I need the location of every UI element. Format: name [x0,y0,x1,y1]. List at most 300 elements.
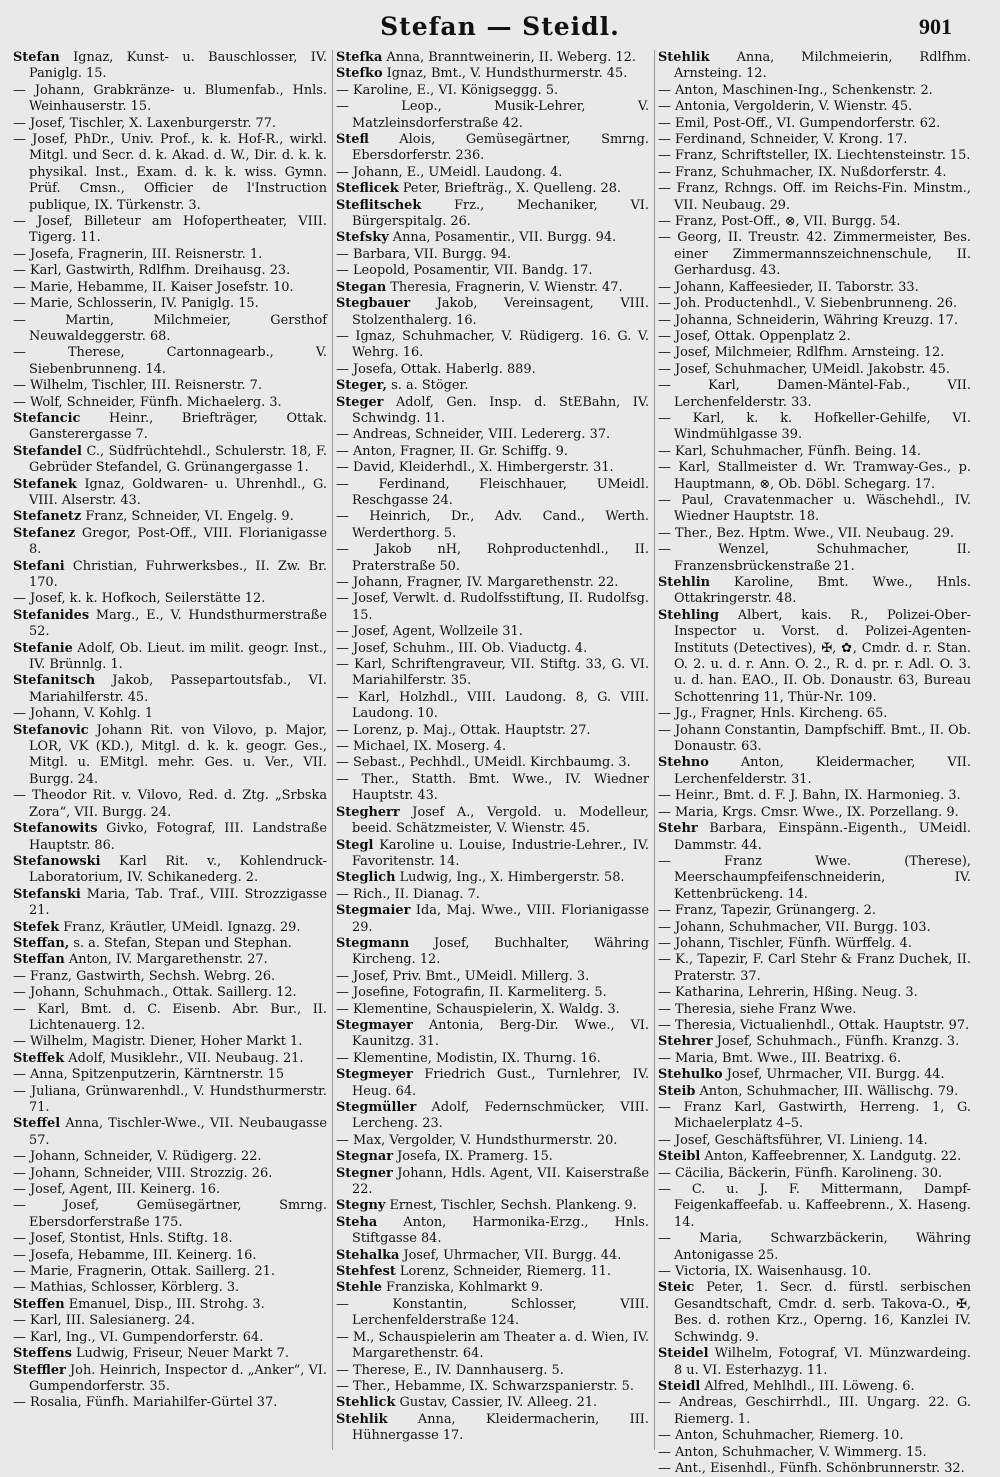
entry-details: Heinr., Briefträger, Ottak. Gansterergasse 7. [29,410,327,443]
directory-entry [13,1116,327,1149]
directory-entry [658,1084,971,1100]
entry-details: Anton, IV. Margarethenstr. 27. [64,952,268,968]
entry-details: Peter, 1. Secr. d. fürstl. serbischen Gesandtschaft, Cmdr. d. serb. Takova-O., ✠, Bes. d. rothen Krz., Operng. 16, Kanzlei IV. Schwindg. 9. [674,1280,971,1345]
directory-entry [13,1395,327,1411]
entry-details: — Rich., II. Dianag. 7. [336,886,480,902]
directory-entry [658,706,971,722]
directory-entry [336,870,649,886]
entry-details: — Karl, Gastwirth, Rdlfhm. Dreihausg. 23. [13,263,291,279]
entry-surname: Stegmaier [336,903,411,919]
entry-details: — Franz, Rchngs. Off. im Reichs-Fin. Minstm., VII. Neubaug. 29. [658,181,971,213]
entry-details: — Klementine, Modistin, IX. Thurng. 16. [336,1050,601,1066]
entry-details: — Leopold, Posamentir, VII. Bandg. 17. [336,263,593,279]
column-2 [332,50,654,1450]
entry-details: Anna, Kleidermacherin, III. Hühnergasse 17. [352,1411,649,1444]
entry-details: — Josef, Agent, III. Keinerg. 16. [13,1182,221,1198]
entry-details: — C. u. J. F. Mittermann, Dampf-Feigenkaffeefab. u. Kaffeebrenn., X. Haseng. 14. [658,1182,971,1230]
directory-entry [658,1166,971,1182]
entry-details: — Josef, PhDr., Univ. Prof., k. k. Hof-R., wirkl. Mitgl. und Secr. d. k. Akad. d. W., Dir. d. k. k. physikal. Inst., Exam. d. k. k. wiss. Gymn. Prüf. Cmsn., Officier de l'Instruction publique, IX. Türkenstr. 3. [13,132,327,213]
entry-details: — Ant., Eisenhdl., Fünfh. Schönbrunnerstr. 32. [658,1460,965,1476]
directory-entry [13,952,327,968]
directory-entry [336,657,649,690]
directory-entry [658,903,971,919]
directory-entry [13,723,327,789]
entry-details: — Karl, Stallmeister d. Wr. Tramway-Ges., p. Hauptmann, ⊗, Ob. Döbl. Schegarg. 17. [658,460,971,492]
entry-details: — Leop., Musik-Lehrer, V. Matzleinsdorferstraße 42. [336,99,649,131]
entry-details: Franz, Kräutler, UMeidl. Ignazg. 29. [59,919,301,935]
entry-surname: Stehr [658,821,698,837]
entry-details: Johann, Hdls. Agent, VII. Kaiserstraße 22. [352,1165,649,1198]
directory-entry [658,788,971,804]
directory-entry [336,362,649,378]
directory-entry [336,690,649,723]
directory-entry [336,247,649,263]
entry-details: — Johann, V. Kohlg. 1 [13,706,154,722]
entry-details: Albert, kais. R., Polizei-Ober-Inspector u. Vorst. d. Polizei-Agenten-Instituts (Detectives), ✠, ✿, Cmdr. d. r. Stan. O. 2. u. d. r. Ann. O. 2., R. d. pr. r. Adl. O. 3. u. d. han. EAO., II. Ob. Donaustr. 63, Bureau Schottenring 11, Thür-Nr. 109. [674,607,971,705]
entry-surname: Stegan [336,279,387,295]
entry-details: — K., Tapezir, F. Carl Stehr & Franz Duchek, II. Praterstr. 37. [658,952,971,984]
directory-entry [336,936,649,969]
entry-details: — Maria, Krgs. Cmsr. Wwe., IX. Porzellang. 9. [658,804,959,820]
entry-surname: Stefanski [13,886,81,902]
entry-details: Anton, Schuhmacher, III. Wällischg. 79. [695,1083,959,1099]
entry-details: Josef, Uhrmacher, VII. Burgg. 44. [722,1067,945,1083]
directory-entry [658,1149,971,1165]
directory-entry [336,296,649,329]
directory-entry [13,1149,327,1165]
entry-details: — Johann, Kaffeesieder, II. Taborstr. 33. [658,279,919,295]
directory-entry [658,165,971,181]
entry-details: — Johann, Schuhmacher, VII. Burgg. 103. [658,919,931,935]
directory-entry [658,280,971,296]
entry-details: — Ther., Hebamme, IX. Schwarzspanierstr. 5. [336,1378,634,1394]
entry-details: Frz., Mechaniker, VI. Bürgerspitalg. 26. [352,197,649,230]
entry-details: — Martin, Milchmeier, Gersthof Neuwaldeggerstr. 68. [13,312,327,344]
entry-surname: Stefanez [13,525,76,541]
entry-details: — Emil, Post-Off., VI. Gumpendorferstr. 62. [658,115,941,131]
entry-details: — Franz Wwe. (Therese), Meerschaumpfeifenschneiderin, IV. Kettenbrückeng. 14. [658,853,971,902]
directory-entry [658,1428,971,1444]
entry-details: — Heinrich, Dr., Adv. Cand., Werth. Werderthorg. 5. [336,509,649,541]
entry-details: — Johann, Schneider, V. Rüdigerg. 22. [13,1149,262,1165]
entry-details: Adolf, Ob. Lieut. im milit. geogr. Inst., IV. Brünnlg. 1. [29,640,327,673]
directory-entry [13,641,327,674]
directory-entry [658,575,971,608]
entry-details: — Anton, Schuhmacher, V. Wimmerg. 15. [658,1444,927,1460]
directory-entry [13,395,327,411]
entry-details: Karl Rit. v., Kohlendruck-Laboratorium, IV. Schikanederg. 2. [29,853,327,886]
entry-details: — Josefa, Fragnerin, III. Reisnerstr. 1. [13,246,263,262]
entry-details: Jakob, Vereinsagent, VIII. Stolzenthalerg. 16. [352,296,649,328]
entry-details: — Karl, III. Salesianerg. 24. [13,1313,195,1329]
entry-surname: Stehno [658,755,709,771]
directory-entry [336,1051,649,1067]
entry-details: Adolf, Musiklehr., VII. Neubaug. 21. [64,1050,304,1066]
directory-entry [658,1445,971,1461]
entry-details: — Rosalia, Fünfh. Mariahilfer-Gürtel 37. [13,1395,278,1411]
page-number: 901 [919,14,952,39]
entry-details: — Paul, Cravatenmacher u. Wäschehdl., IV. Wiedner Hauptstr. 18. [658,492,971,525]
entry-details: Adolf, Gen. Insp. d. StEBahn, IV. Schwindg. 11. [352,394,649,426]
entry-surname: Stehlick [336,1395,396,1411]
entry-details: — Karl, Bmt. d. C. Eisenb. Abr. Bur., II. Lichtenauerg. 12. [13,1001,327,1033]
directory-entry [658,460,971,493]
entry-surname: Stefanowits [13,821,98,837]
entry-details: Josef, Uhrmacher, VII. Burgg. 44. [399,1247,622,1263]
directory-entry [13,313,327,346]
directory-entry [336,329,649,362]
entry-surname: Stefanides [13,607,90,623]
entry-details: — Karl, Holzhdl., VIII. Laudong. 8, G. VIII. Laudong. 10. [336,689,649,722]
entry-details: Josef, Schuhmach., Fünfh. Kranzg. 3. [712,1034,960,1050]
directory-entry [658,542,971,575]
directory-entry [658,608,971,706]
entry-details: — Ignaz, Schuhmacher, V. Rüdigerg. 16. G. V. Wehrg. 16. [336,328,649,361]
directory-entry [13,296,327,312]
directory-entry [336,1412,649,1445]
entry-surname: Stefko [336,66,383,82]
entry-details: Josef, Buchhalter, Währing Kircheng. 12. [352,935,649,968]
directory-entry [658,1018,971,1034]
entry-details: — Marie, Schlosserin, IV. Paniglg. 15. [13,296,259,312]
directory-entry [336,230,649,246]
directory-entry [13,1280,327,1296]
entry-details: Ludwig, Friseur, Neuer Markt 7. [71,1346,289,1362]
directory-entry [13,1198,327,1231]
directory-entry [13,411,327,444]
directory-entry [13,936,327,952]
entry-details: — Sebast., Pechhdl., UMeidl. Kirchbaumg. 3. [336,755,631,771]
entry-details: — Johann, E., UMeidl. Laudong. 4. [336,164,563,180]
directory-entry [13,1231,327,1247]
entry-details: Ida, Maj. Wwe., VIII. Florianigasse 29. [352,903,649,935]
directory-entry [658,1231,971,1264]
entry-details: Wilhelm, Fotograf, VI. Münzwardeing. 8 u. VI. Esterhazyg. 11. [674,1346,971,1378]
directory-entry [13,1313,327,1329]
directory-entry [336,395,649,428]
entry-surname: Stegmayer [336,1017,413,1033]
directory-entry [336,198,649,231]
directory-entry [336,427,649,443]
entry-surname: Stefanovic [13,722,89,738]
directory-entry [336,591,649,624]
entry-details: Franz, Schneider, VI. Engelg. 9. [81,509,294,525]
directory-entry [658,148,971,164]
directory-entry [336,99,649,132]
directory-entry [13,1346,327,1362]
directory-entry [13,1363,327,1396]
entry-details: Ernest, Tischler, Sechsh. Plankeng. 9. [385,1198,637,1214]
directory-entry [13,50,327,83]
entry-details: — Ferdinand, Schneider, V. Krong. 17. [658,132,908,148]
entry-details: — Franz Karl, Gastwirth, Herreng. 1, G. Michaelerplatz 4–5. [658,1100,971,1132]
entry-details: — Johann Constantin, Dampfschiff. Bmt., II. Ob. Donaustr. 63. [658,722,972,755]
entry-details: — Georg, II. Treustr. 42. Zimmermeister, Bes. einer Zimmermannszeichnenschule, II. Gerhardusg. 43. [658,230,971,279]
directory-entry [658,444,971,460]
directory-entry [13,526,327,559]
entry-details: — Andreas, Geschirrhdl., III. Ungarg. 22. G. Riemerg. 1. [658,1395,971,1427]
entry-details: Joh. Heinrich, Inspector d. „Anker“, VI. Gumpendorferstr. 35. [29,1362,327,1394]
entry-surname: Stegmeyer [336,1067,413,1083]
directory-entry [658,230,971,279]
entry-surname: Steffel [13,1116,61,1132]
entry-details: — Karl, Damen-Mäntel-Fab., VII. Lerchenfelderstr. 33. [658,378,971,410]
directory-entry [13,887,327,920]
entry-details: s. a. Stöger. [387,378,469,394]
entry-details: — Karl, Schuhmacher, Fünfh. Being. 14. [658,443,922,459]
entry-details: — Johann, Schuhmach., Ottak. Saillerg. 12. [13,985,297,1001]
directory-entry [13,477,327,510]
directory-entry [13,969,327,985]
entry-details: — Lorenz, p. Maj., Ottak. Hauptstr. 27. [336,722,591,738]
directory-entry [13,1297,327,1313]
entry-details: — Klementine, Schauspielerin, X. Waldg. 3. [336,1001,620,1017]
directory-entry [658,99,971,115]
directory-entry [336,66,649,82]
entry-details: — Marie, Hebamme, II. Kaiser Josefstr. 10. [13,279,294,295]
entry-details: — Theresia, siehe Franz Wwe. [658,1001,857,1017]
entry-details: Josefa, IX. Pramerg. 15. [393,1149,553,1165]
entry-details: — Joh. Productenhdl., V. Siebenbrunneng. 26. [658,296,958,312]
entry-details: Ignaz, Goldwaren- u. Uhrenhdl., G. VIII. Alserstr. 43. [29,476,327,508]
directory-entry [336,723,649,739]
directory-entry [336,1395,649,1411]
entry-details: Adolf, Federnschmücker, VIII. Lercheng. 23. [352,1100,649,1132]
entry-details: — Theresia, Victualienhdl., Ottak. Hauptstr. 97. [658,1017,970,1033]
entry-surname: Steger [336,394,384,410]
entry-surname: Stegmann [336,935,410,951]
directory-entry [336,1215,649,1248]
directory-entry [658,1051,971,1067]
directory-entry [13,132,327,214]
directory-entry [658,985,971,1001]
entry-details: — Maria, Schwarzbäckerin, Währing Antonigasse 25. [658,1231,971,1263]
directory-entry [658,723,971,756]
directory-entry [13,280,327,296]
directory-entry [336,509,649,542]
directory-entry [658,1002,971,1018]
directory-entry [336,1018,649,1051]
entry-details: Gregor, Post-Off., VIII. Florianigasse 8. [29,525,327,558]
directory-entry [13,345,327,378]
entry-surname: Stefsky [336,230,389,246]
directory-entry [13,378,327,394]
directory-entry [13,706,327,722]
directory-entry [658,214,971,230]
entry-details: — Marie, Fragnerin, Ottak. Saillerg. 21. [13,1264,275,1280]
entry-details: Barbara, Einspänn.-Eigenth., UMeidl. Dammstr. 44. [674,821,971,853]
directory-entry [13,1002,327,1035]
directory-entry [658,296,971,312]
entry-details: — Josef, Billeteur am Hofopertheater, VIII. Tigerg. 11. [13,214,327,246]
entry-details: — Anton, Fragner, II. Gr. Schiffg. 9. [336,443,568,459]
directory-entry [658,1182,971,1231]
directory-entry [13,559,327,592]
directory-entry [13,1264,327,1280]
directory-entry [336,280,649,296]
entry-surname: Steidl [658,1378,701,1394]
entry-details: Maria, Tab. Traf., VIII. Strozzigasse 21. [29,886,327,919]
entry-surname: Stehlik [658,50,710,65]
entry-details: — Andreas, Schneider, VIII. Ledererg. 37. [336,427,611,443]
directory-entry [336,1166,649,1199]
directory-entry [13,673,327,706]
entry-details: — Johann, Grabkränze- u. Blumenfab., Hnls. Weinhauserstr. 15. [13,82,327,115]
directory-entry [658,854,971,903]
directory-entry [13,263,327,279]
directory-entry [336,755,649,771]
directory-entry [336,542,649,575]
entry-details: Givko, Fotograf, III. Landstraße Hauptstr. 86. [29,821,327,853]
directory-entry [658,821,971,854]
entry-details: — Johann, Schneider, VIII. Strozzig. 26. [13,1165,273,1181]
entry-surname: Steffan, [13,935,70,951]
entry-details: — Victoria, IX. Waisenhausg. 10. [658,1264,872,1280]
directory-entry [658,83,971,99]
entry-details: — Wenzel, Schuhmacher, II. Franzensbrückenstraße 21. [658,542,971,574]
directory-entry [336,805,649,838]
directory-entry [336,132,649,165]
entry-details: — Antonia, Vergolderin, V. Wienstr. 45. [658,99,913,115]
directory-entry [336,887,649,903]
entry-details: — Franz, Tapezir, Grünangerg. 2. [658,903,876,919]
directory-entry [336,772,649,805]
entry-surname: Steib [658,1083,696,1099]
directory-entry [13,1034,327,1050]
directory-entry [13,1067,327,1083]
column-3 [654,50,976,1476]
directory-entry [336,985,649,1001]
entry-details: — Franz, Schuhmacher, IX. Nußdorferstr. 4. [658,164,947,180]
entry-surname: Steffens [13,1346,72,1362]
entry-details: — Cäcilia, Bäckerin, Fünfh. Karolineng. 30. [658,1165,943,1181]
directory-entry [336,575,649,591]
directory-entry [336,1198,649,1214]
directory-entry [658,362,971,378]
entry-details: Johann Rit. von Vilovo, p. Major, LOR, VK (KD.), Mitgl. d. k. k. geogr. Ges., Mitgl. u. EMitgl. mehr. Ges. u. Ver., VII. Burgg. 24. [29,722,327,787]
entry-details: Gustav, Cassier, IV. Alleeg. 21. [395,1395,598,1411]
directory-entry [336,83,649,99]
entry-details: — Franz, Gastwirth, Sechsh. Webrg. 26. [13,968,276,984]
directory-entry [336,1330,649,1363]
entry-details: — Josef, Schuhmacher, UMeidl. Jakobstr. 45. [658,361,950,377]
entry-surname: Stehalka [336,1247,400,1263]
entry-details: Anton, Kleidermacher, VII. Lerchenfelderstr. 31. [674,755,971,787]
running-title: Stefan — Steidl. [380,12,620,41]
directory-entry [13,591,327,607]
entry-surname: Stefan [13,50,60,65]
directory-entry [336,378,649,394]
entry-details: — Ther., Statth. Bmt. Wwe., IV. Wiedner Hauptstr. 43. [336,771,649,804]
directory-entry [13,1330,327,1346]
entry-surname: Steic [658,1280,695,1296]
entry-surname: Stegherr [336,804,400,820]
entry-surname: Stefani [13,558,65,574]
directory-entry [336,969,649,985]
entry-details: Karoline, Bmt. Wwe., Hnls. Ottakringerstr. 48. [674,575,971,607]
entry-surname: Steglich [336,870,396,886]
directory-entry [13,1248,327,1264]
entry-surname: Stehle [336,1280,382,1296]
directory-entry [336,838,649,871]
entry-details: — Barbara, VII. Burgg. 94. [336,246,512,262]
entry-surname: Stefanie [13,640,73,656]
entry-surname: Stefanek [13,476,77,492]
entry-surname: Stehlik [336,1411,388,1427]
directory-entry [336,1264,649,1280]
entry-details: Jakob, Passepartoutsfab., VI. Mariahilferstr. 45. [29,673,327,705]
directory-entry [658,1067,971,1083]
directory-entry [658,313,971,329]
directory-entry [13,247,327,263]
entry-surname: Stehling [658,607,720,623]
directory-entry [13,821,327,854]
entry-surname: Steger, [336,378,388,394]
directory-entry [658,132,971,148]
entry-details: — Karl, Ing., VI. Gumpendorferstr. 64. [13,1329,264,1345]
entry-details: Marg., E., V. Hundsthurmerstraße 52. [29,607,327,640]
entry-details: — Franz, Schriftsteller, IX. Liechtensteinstr. 15. [658,148,971,164]
directory-entry [336,1248,649,1264]
entry-surname: Steflitschek [336,197,422,213]
directory-entry [13,608,327,641]
entry-details: Anna, Posamentir., VII. Burgg. 94. [388,230,617,246]
entry-details: Anna, Milchmeierin, Rdlfhm. Arnsteing. 12. [674,50,971,82]
directory-entry [658,1100,971,1133]
directory-entry [336,1379,649,1395]
directory-entry [336,739,649,755]
entry-surname: Steibl [658,1149,701,1165]
directory-entry [13,444,327,477]
entry-surname: Stehlin [658,575,711,590]
directory-entry [658,493,971,526]
entry-details: — Karl, Schriftengraveur, VII. Stiftg. 33, G. VI. Mariahilferstr. 35. [336,657,649,689]
directory-entry [13,1182,327,1198]
directory-entry [658,920,971,936]
page-header [0,8,1000,48]
entry-surname: Stefandel [13,443,82,459]
entry-surname: Stegl [336,837,374,853]
entry-details: — Konstantin, Schlosser, VIII. Lerchenfelderstraße 124. [336,1296,649,1329]
directory-entry [336,1100,649,1133]
directory-entry [13,1084,327,1117]
entry-details: — Mathias, Schlosser, Körblerg. 3. [13,1280,240,1296]
directory-entry [658,526,971,542]
entry-details: Lorenz, Schneider, Riemerg. 11. [395,1264,611,1280]
directory-entry [336,263,649,279]
directory-entry [13,509,327,525]
entry-details: Franziska, Kohlmarkt 9. [381,1280,544,1296]
directory-entry [336,181,649,197]
directory-entry [658,1346,971,1379]
entry-details: — Josef, Schuhm., III. Ob. Viaductg. 4. [336,640,588,656]
entry-details: Antonia, Berg-Dir. Wwe., VI. Kaunitzg. 31. [352,1017,649,1050]
directory-entry [658,1264,971,1280]
entry-details: — Ther., Bez. Hptm. Wwe., VII. Neubaug. 29. [658,525,955,541]
entry-surname: Stefl [336,132,369,148]
entry-surname: Stegmüller [336,1100,417,1115]
directory-entry [336,1363,649,1379]
directory-entry [658,805,971,821]
directory-entry [658,378,971,411]
entry-surname: Steidel [658,1346,709,1362]
directory-entry [13,788,327,821]
entry-surname: Stehulko [658,1067,723,1083]
directory-entry [658,1461,971,1477]
entry-details: Christian, Fuhrwerksbes., II. Zw. Br. 170. [29,558,327,590]
entry-details: — Maria, Bmt. Wwe., III. Beatrixg. 6. [658,1050,902,1066]
entry-details: — Ferdinand, Fleischhauer, UMeidl. Reschgasse 24. [336,476,649,508]
